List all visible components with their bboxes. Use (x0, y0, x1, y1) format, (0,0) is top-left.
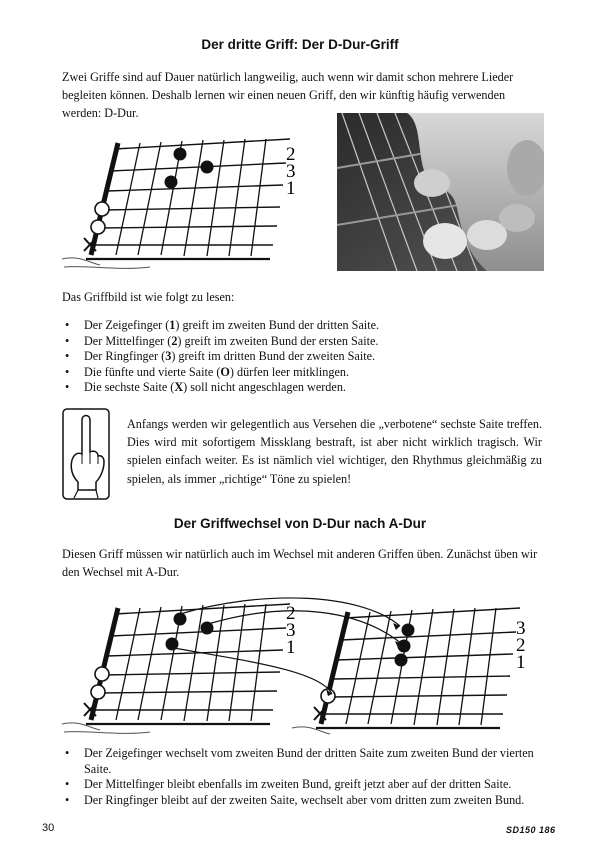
list-item: • Der Ringfinger bleibt auf der zweiten Saite, wechselt aber vom dritten zum zweiten Bund. (62, 793, 552, 809)
catalog-number: SD150 186 (506, 825, 556, 835)
pointing-hand-icon (62, 408, 110, 500)
chord-change-bullet-list (62, 746, 552, 808)
chord-hand-photo (337, 113, 544, 271)
finger-dot (395, 654, 408, 667)
list-item: • Die fünfte und vierte Saite (O) dürfen leer mitklingen. (62, 365, 542, 381)
d-dur-chord-diagram (60, 125, 310, 270)
finger-number: 3 (286, 161, 296, 182)
finger-dot (174, 148, 187, 161)
intro-paragraph: Zwei Griffe sind auf Dauer natürlich langweilig, auch wenn wir damit schon mehrere Lieder begleiten können. Deshalb lernen wir einen neuen Griff, den wir künftig häufig verwenden werden: D-Dur. (62, 70, 514, 120)
finger-number: 1 (286, 637, 296, 658)
finger-dot (402, 624, 415, 637)
finger-dot (165, 176, 178, 189)
open-string-marker (91, 220, 105, 234)
finger-number: 1 (286, 178, 296, 199)
tip-note: Anfangs werden wir gelegentlich aus Versehen die „verbotene“ sechste Saite treffen. Dies wird mit sofortigem Missklang bestraft, ist aber nicht wirklich tragisch. Wir spielen einfach weiter. Es ist nämlich viel wichtiger, den Rhythmus gleichmäßig zu spielen, als immer „richtige“ Töne zu spielen! (127, 417, 542, 486)
open-string-marker (95, 202, 109, 216)
list-item: • Der Mittelfinger (2) greift im zweiten Bund der ersten Saite. (62, 334, 542, 350)
page-number: 30 (42, 822, 55, 834)
section-heading-d-dur: Der dritte Griff: Der D-Dur-Griff (201, 37, 399, 52)
finger-dot (201, 161, 214, 174)
finger-number: 3 (286, 620, 296, 641)
fingering-bullet-list (62, 318, 542, 396)
list-item: • Der Mittelfinger bleibt ebenfalls im zweiten Bund, greift jetzt aber auf der dritten Saite. (62, 777, 552, 793)
finger-number: 3 (516, 618, 526, 639)
list-item: • Der Zeigefinger wechselt vom zweiten Bund der dritten Saite zum zweiten Bund der vierten Saite. (62, 746, 552, 777)
list-item: • Der Zeigefinger (1) greift im zweiten Bund der dritten Saite. (62, 318, 542, 334)
list-item: • Die sechste Saite (X) soll nicht angeschlagen werden. (62, 380, 542, 396)
finger-number: 2 (516, 635, 526, 656)
finger-number: 2 (286, 603, 296, 624)
finger-number: 2 (286, 144, 296, 165)
chord-change-diagram (60, 590, 550, 740)
list-item: • Der Ringfinger (3) greift im dritten Bund der zweiten Saite. (62, 349, 542, 365)
finger-dot (174, 613, 187, 626)
section-heading-chord-change: Der Griffwechsel von D-Dur nach A-Dur (173, 516, 427, 531)
finger-number: 1 (516, 652, 526, 673)
transition-arrow (174, 648, 332, 694)
reading-intro: Das Griffbild ist wie folgt zu lesen: (62, 290, 235, 304)
chord-change-paragraph: Diesen Griff müssen wir natürlich auch im Wechsel mit anderen Griffen üben. Zunächst üben wir den Wechsel mit A-Dur. (62, 547, 538, 579)
